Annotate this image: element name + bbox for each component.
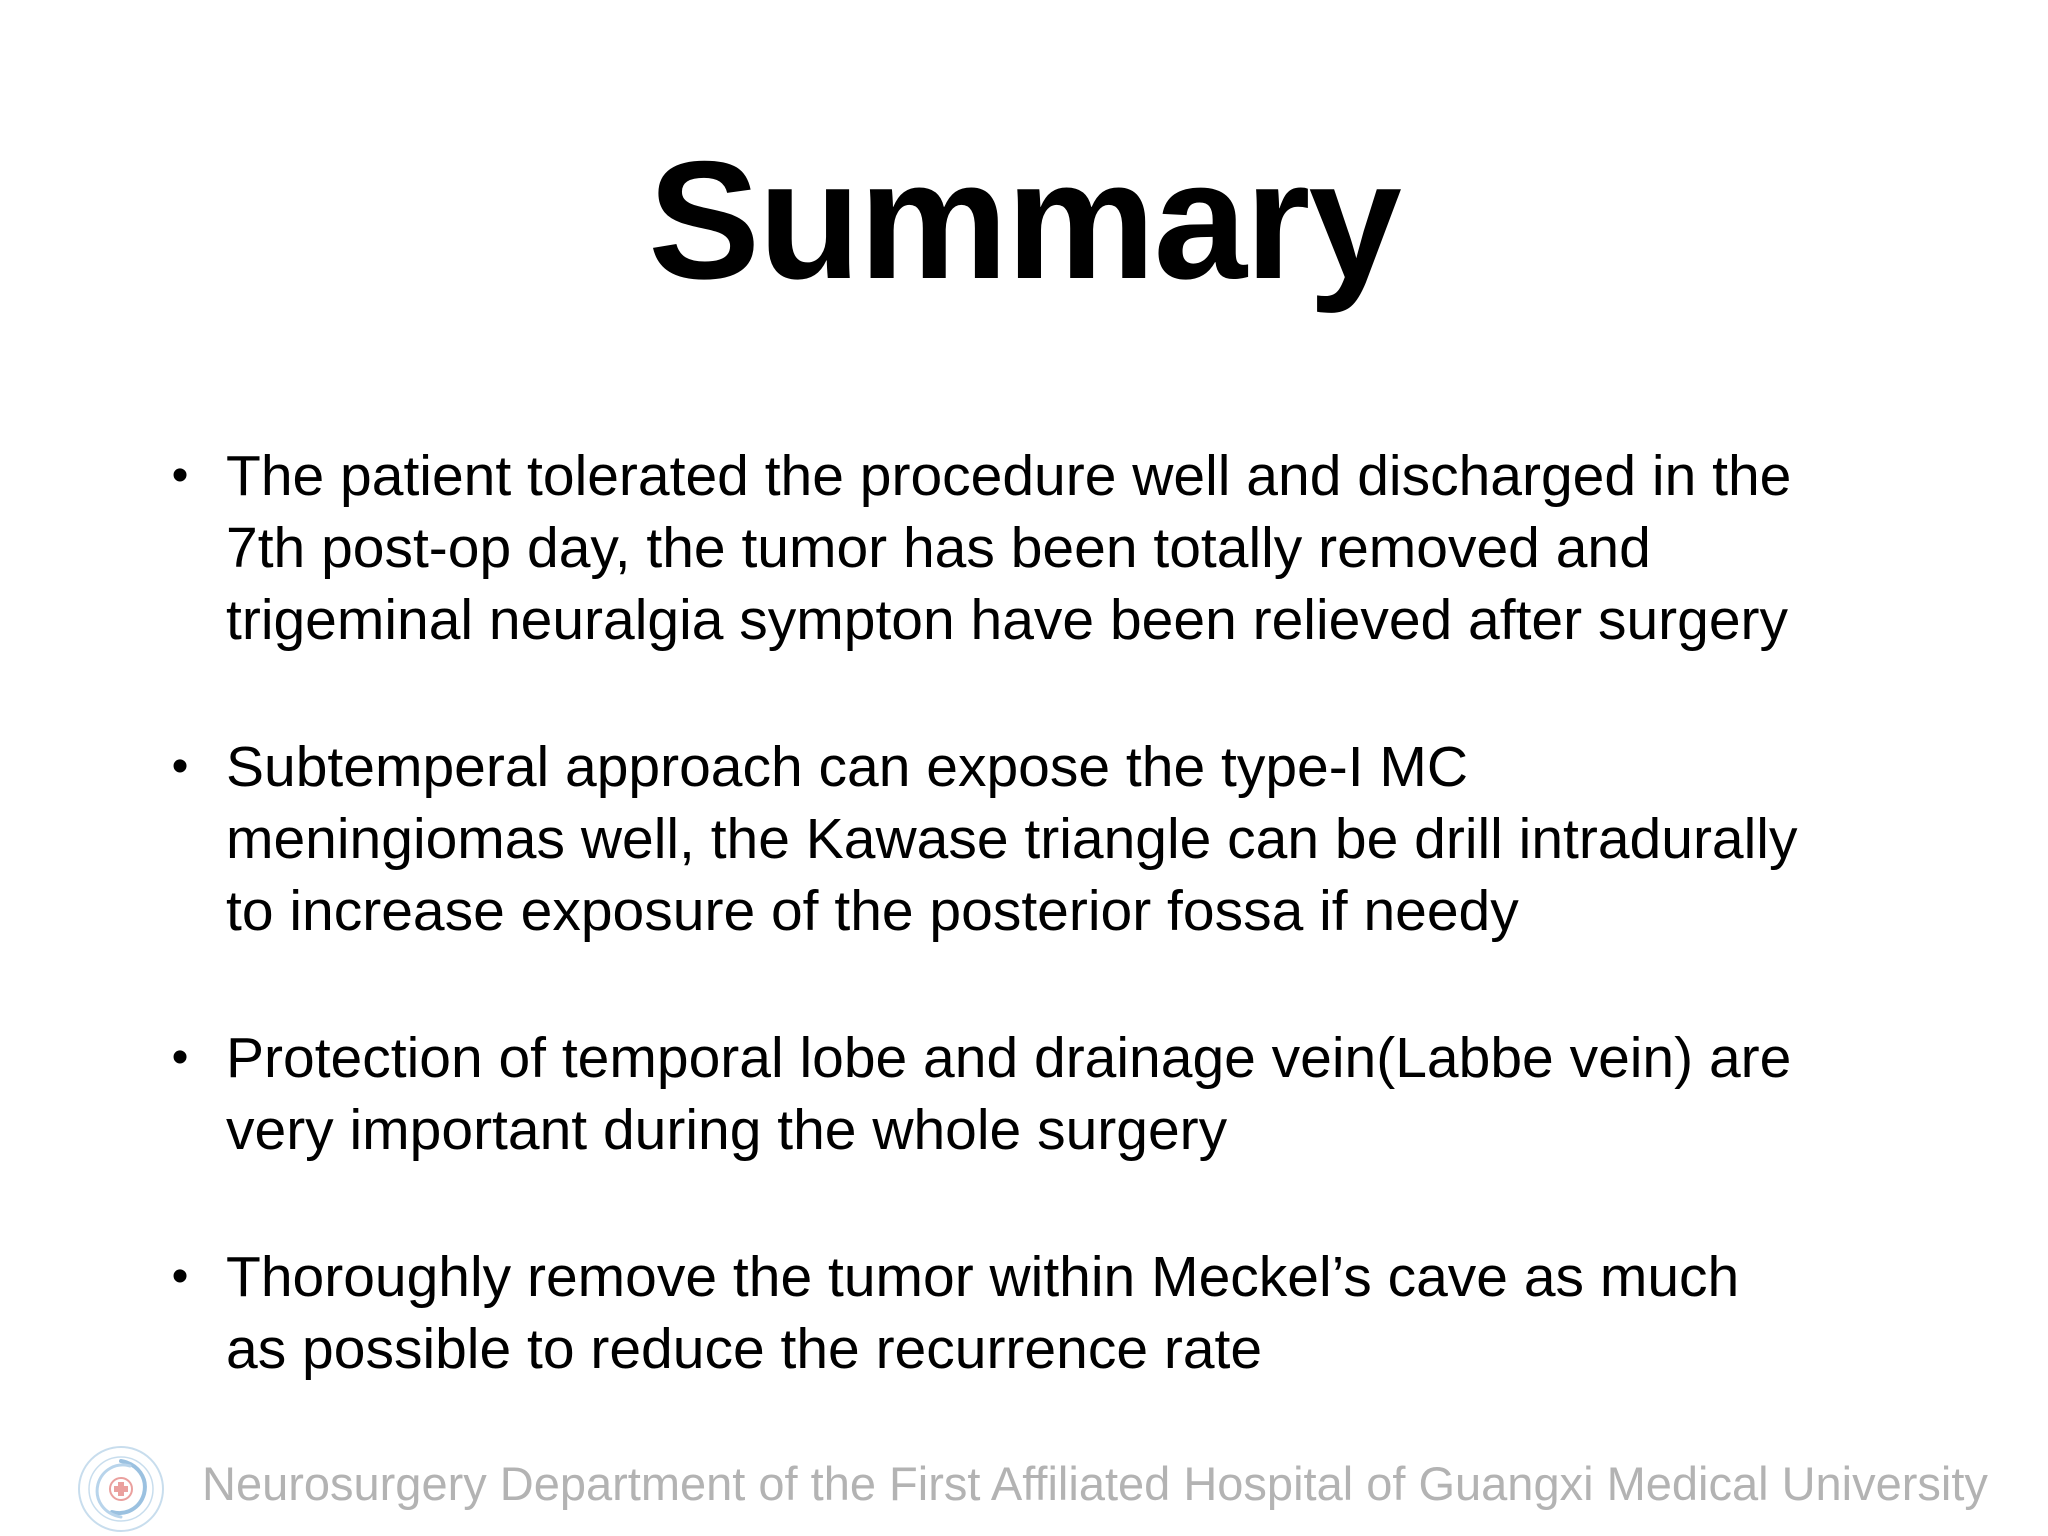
hospital-seal-icon (76, 1444, 166, 1534)
bullet-line: Thoroughly remove the tumor within Meckel’s cave as much (226, 1245, 1740, 1309)
bullet-line: Subtemperal approach can expose the type-I MC (226, 735, 1469, 799)
bullet-text (226, 1022, 1926, 1166)
bullet-line: Protection of temporal lobe and drainage vein(Labbe vein) are (226, 1026, 1792, 1090)
bullet-marker: • (171, 1250, 189, 1303)
bullet-marker: • (171, 1031, 189, 1084)
bullet-line: 7th post-op day, the tumor has been totally removed and (226, 516, 1651, 580)
bullet-text (226, 440, 1926, 656)
bullet-line: to increase exposure of the posterior fossa if needy (226, 879, 1519, 943)
bullet-marker: • (171, 449, 189, 502)
slide-title: Summary (648, 126, 1400, 314)
bullet-line: The patient tolerated the procedure well and discharged in the (226, 444, 1792, 508)
bullet-line: meningiomas well, the Kawase triangle can be drill intradurally (226, 807, 1798, 871)
bullet-line: trigeminal neuralgia sympton have been relieved after surgery (226, 588, 1789, 652)
bullet-marker: • (171, 740, 189, 793)
footer (76, 1440, 1996, 1530)
footer-institution-text: Neurosurgery Department of the First Affiliated Hospital of Guangxi Medical University (202, 1457, 1988, 1510)
bullet-line: very important during the whole surgery (226, 1098, 1228, 1162)
bullet-text (226, 1241, 1926, 1385)
bullet-line: as possible to reduce the recurrence rate (226, 1317, 1263, 1381)
bullet-text (226, 731, 1926, 947)
